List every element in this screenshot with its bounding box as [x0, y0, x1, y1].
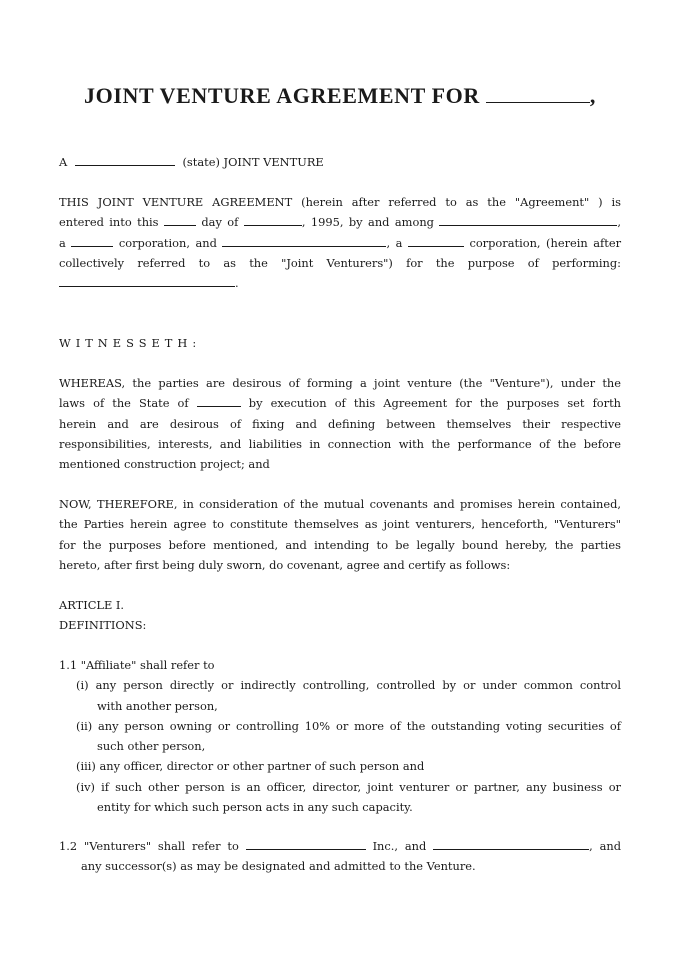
venturer-2-blank	[433, 838, 589, 850]
list-item-ii: (ii) any person owning or controlling 10% or more of the outstanding voting securities of	[76, 718, 621, 733]
intro-text: , a	[386, 235, 403, 250]
now-therefore-line-4: hereto, after first being duly sworn, do covenant, agree and certify as follows:	[59, 557, 511, 572]
article-heading	[59, 595, 621, 636]
definition-1-1	[59, 655, 621, 817]
whereas-paragraph	[59, 373, 621, 474]
now-therefore-line-3: for the purposes before mentioned, and intending to be legally bound hereby, the parties	[59, 537, 621, 552]
list-item-iv: (iv) if such other person is an officer, director, joint venturer or partner, any business or	[76, 779, 621, 794]
month-blank	[244, 214, 302, 226]
now-therefore-line-2: the Parties herein agree to constitute themselves as joint venturers, henceforth, "Venturers"	[59, 517, 621, 532]
whereas-line-4: responsibilities, interests, and liabilities in connection with the performance of the before	[59, 436, 621, 451]
intro-text: , 1995, by and among	[301, 215, 434, 230]
whereas-line-3: herein and are desirous of fixing and defining between themselves their respective	[59, 416, 621, 431]
purpose-blank	[59, 275, 235, 287]
witnesseth-heading	[59, 333, 621, 353]
subtitle-line	[59, 152, 621, 172]
intro-text: corporation, (herein after	[469, 235, 622, 250]
intro-line-1: THIS JOINT VENTURE AGREEMENT (herein after referred to as the "Agreement" ) is	[59, 195, 621, 209]
now-therefore-line-1: NOW, THEREFORE, in consideration of the mutual covenants and promises herein contained,	[59, 497, 621, 511]
list-item-iii: (iii) any officer, director or other partner of such person and	[76, 759, 425, 774]
article-number: ARTICLE I.	[59, 598, 125, 612]
intro-line-3	[59, 233, 621, 253]
definition-1-2-line-2: any successor(s) as may be designated and admitted to the Venture.	[81, 859, 476, 874]
intro-line-2	[59, 212, 621, 232]
day-blank	[164, 214, 196, 226]
intro-paragraph	[59, 192, 621, 293]
definition-1-1-heading: 1.1 "Affiliate" shall refer to	[59, 658, 215, 672]
party-1-blank	[439, 214, 617, 226]
subtitle-state-label: (state) JOINT VENTURE	[182, 155, 324, 169]
list-item-ii-cont: such other person,	[97, 739, 206, 754]
list-item-i: (i) any person directly or indirectly controlling, controlled by or under common control	[76, 678, 621, 693]
document-title	[0, 82, 680, 109]
intro-line-5	[59, 273, 621, 293]
title-text: JOINT VENTURE AGREEMENT FOR	[84, 83, 480, 108]
intro-text: day of	[201, 215, 239, 230]
definition-text: , and	[589, 839, 622, 853]
state-2-blank	[408, 235, 464, 247]
list-item-iv-cont: entity for which such person acts in any such capacity.	[97, 800, 413, 815]
intro-text: .	[235, 276, 239, 291]
definition-text: Inc., and	[372, 839, 427, 853]
definition-1-2	[59, 836, 621, 877]
state-1-blank	[71, 235, 113, 247]
party-2-blank	[222, 235, 386, 247]
definition-1-2-line-1	[59, 836, 621, 856]
governing-state-blank	[197, 395, 241, 407]
intro-text: corporation, and	[118, 235, 217, 250]
title-blank	[486, 82, 590, 103]
whereas-text: laws of the State of	[59, 396, 189, 411]
title-suffix: ,	[589, 83, 596, 108]
whereas-line-2	[59, 393, 621, 413]
state-name-blank	[75, 154, 175, 166]
list-item-i-cont: with another person,	[97, 698, 218, 713]
whereas-line-1: WHEREAS, the parties are desirous of forming a joint venture (the "Venture"), under the	[59, 376, 621, 390]
now-therefore-paragraph	[59, 494, 621, 575]
intro-line-4: collectively referred to as the "Joint Venturers") for the purpose of performing:	[59, 255, 621, 270]
article-title: DEFINITIONS:	[59, 618, 147, 633]
venturer-1-blank	[246, 838, 366, 850]
witnesseth-text: WITNESSETH:	[59, 336, 202, 350]
intro-text: ,	[617, 215, 621, 230]
whereas-line-5: mentioned construction project; and	[59, 457, 270, 472]
intro-text: entered into this	[59, 215, 159, 230]
whereas-text: by execution of this Agreement for the purposes set forth	[248, 396, 621, 411]
definition-text: 1.2 "Venturers" shall refer to	[59, 839, 239, 853]
subtitle-prefix: A	[59, 155, 68, 169]
intro-text: a	[59, 235, 66, 250]
